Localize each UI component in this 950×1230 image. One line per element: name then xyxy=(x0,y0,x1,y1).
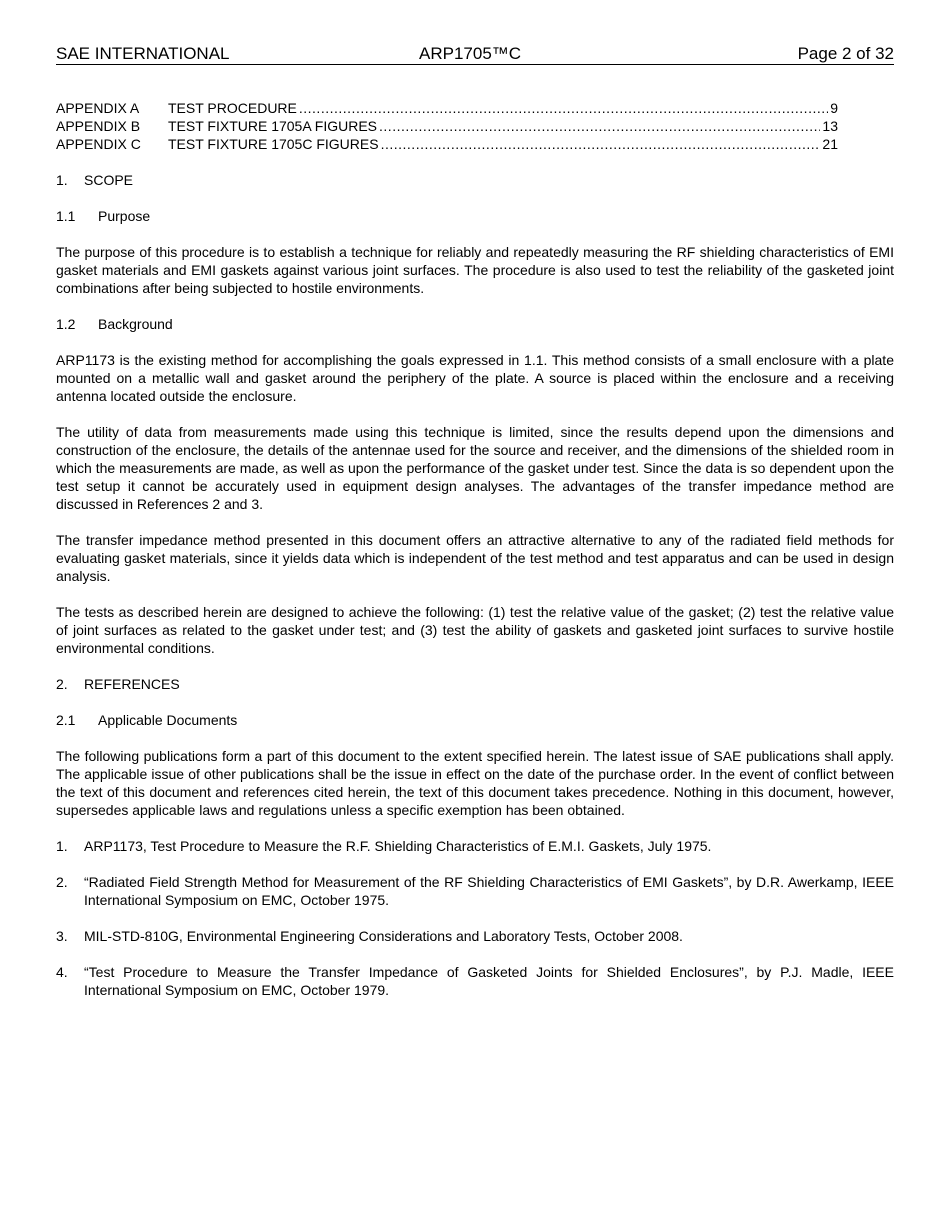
purpose-paragraph: The purpose of this procedure is to establish a technique for reliably and repeatedly measuring the RF shielding characteristics of EMI gasket materials and EMI gaskets against various joint surfaces. The procedure is also used to test the reliability of the gasketed joint combinations after being subjected to hostile environments. xyxy=(56,244,894,296)
reference-item xyxy=(56,837,894,855)
toc-leader-dots xyxy=(379,117,820,135)
background-paragraph-3: The transfer impedance method presented in this document offers an attractive alternative to any of the radiated field methods for evaluating gasket materials, since it yields data which is independent of the test method and test apparatus and can be used in design analysis. xyxy=(56,532,894,584)
toc-code: APPENDIX A xyxy=(56,100,140,116)
subsection-number: 1.2 xyxy=(56,316,76,332)
reference-number: 3. xyxy=(56,928,68,944)
reference-text: MIL-STD-810G, Environmental Engineering Considerations and Laboratory Tests, October 2008. xyxy=(84,928,683,944)
document-page xyxy=(56,44,894,999)
section-heading-references xyxy=(56,675,894,693)
section-number: 1. xyxy=(56,172,68,188)
reference-item xyxy=(56,927,894,945)
toc-title: TEST FIXTURE 1705A FIGURES xyxy=(168,118,378,134)
document-body xyxy=(56,171,894,999)
section-number: 2. xyxy=(56,676,68,692)
subsection-heading-background xyxy=(56,315,894,333)
subsection-title: Applicable Documents xyxy=(98,712,238,728)
toc-page: 9 xyxy=(830,100,838,116)
reference-text: “Radiated Field Strength Method for Measurement of the RF Shielding Characteristics of EMI Gaskets”, by D.R. Awerkamp, IEEE International Symposium on EMC, October 1975. xyxy=(84,874,894,908)
reference-number: 1. xyxy=(56,838,68,854)
reference-number: 4. xyxy=(56,964,68,980)
subsection-title: Background xyxy=(98,316,173,332)
toc-leader-dots xyxy=(299,99,828,117)
subsection-number: 2.1 xyxy=(56,712,76,728)
reference-text: “Test Procedure to Measure the Transfer Impedance of Gasketed Joints for Shielded Enclosures”, by P.J. Madle, IEEE International Symposium on EMC, October 1979. xyxy=(84,964,894,998)
subsection-heading-applicable-documents xyxy=(56,711,894,729)
background-paragraph-4: The tests as described herein are designed to achieve the following: (1) test the relative value of the gasket; (2) test the relative value of joint surfaces as related to the gasket under test; and (3) test the ability of gaskets and gasketed joint surfaces to survive hostile environmental conditions. xyxy=(56,604,894,656)
toc-entry-appendix-a xyxy=(56,99,838,117)
header-org: SAE INTERNATIONAL xyxy=(56,44,230,63)
subsection-heading-purpose xyxy=(56,207,894,225)
toc-leader-dots xyxy=(381,135,821,153)
subsection-title: Purpose xyxy=(98,208,151,224)
reference-item xyxy=(56,873,894,909)
toc-entry-appendix-b xyxy=(56,117,838,135)
section-title: REFERENCES xyxy=(84,676,180,692)
applicable-documents-paragraph: The following publications form a part of this document to the extent specified herein. The latest issue of SAE publications shall apply. The applicable issue of other publications shall be the issue in effect on the date of the purchase order. In the event of conflict between the text of this document and references cited herein, the text of this document takes precedence. Nothing in this document, however, supersedes applicable laws and regulations unless a specific exemption has been obtained. xyxy=(56,748,894,818)
toc-entry-appendix-c xyxy=(56,135,838,153)
background-paragraph-2: The utility of data from measurements made using this technique is limited, since the results depend upon the dimensions and construction of the enclosure, the details of the antennae used for the source and receiver, and the dimensions of the shielded room in which the measurements are made, as well as upon the performance of the gasket under test. Since the data is so dependent upon the test setup it cannot be accurately used in equipment design analyses. The advantages of the transfer impedance method are discussed in References 2 and 3. xyxy=(56,424,894,512)
header-doc-id: ARP1705™C xyxy=(419,44,522,63)
header-page-number: Page 2 of 32 xyxy=(797,44,894,63)
toc-code: APPENDIX C xyxy=(56,136,141,152)
toc-title: TEST PROCEDURE xyxy=(168,100,297,116)
toc-code: APPENDIX B xyxy=(56,118,141,134)
reference-number: 2. xyxy=(56,874,68,890)
subsection-number: 1.1 xyxy=(56,208,76,224)
table-of-contents xyxy=(56,99,838,153)
section-heading-scope xyxy=(56,171,894,189)
background-paragraph-1: ARP1173 is the existing method for accomplishing the goals expressed in 1.1. This method consists of a small enclosure with a plate mounted on a metallic wall and gasket around the periphery of the plate. A source is placed within the enclosure and a receiving antenna located outside the enclosure. xyxy=(56,352,894,404)
toc-page: 21 xyxy=(822,136,838,152)
reference-item xyxy=(56,963,894,999)
section-title: SCOPE xyxy=(84,172,134,188)
page-header xyxy=(56,44,894,65)
toc-page: 13 xyxy=(822,118,838,134)
reference-text: ARP1173, Test Procedure to Measure the R.F. Shielding Characteristics of E.M.I. Gaskets, July 1975. xyxy=(84,838,712,854)
toc-title: TEST FIXTURE 1705C FIGURES xyxy=(168,136,379,152)
